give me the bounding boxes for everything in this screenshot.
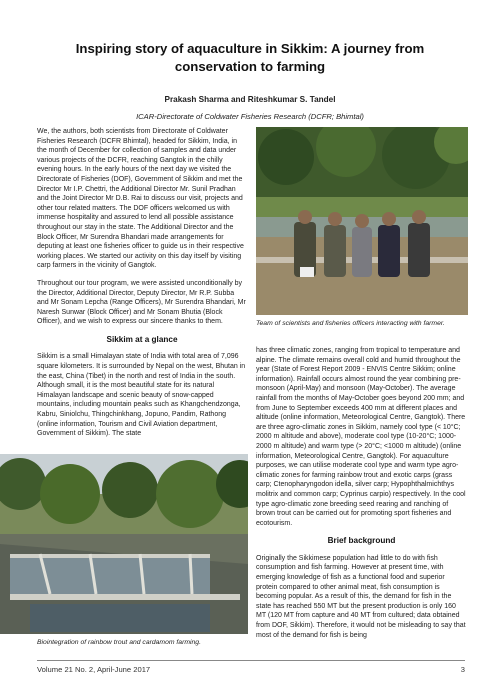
section-heading-background: Brief background	[327, 536, 396, 546]
footer-page-number: 3	[460, 665, 465, 674]
footer-divider	[37, 660, 465, 661]
article-title: Inspiring story of aquaculture in Sikkim: A journey from conservation to farming	[75, 41, 425, 74]
article-affiliation: ICAR-Directorate of Coldwater Fisheries Research (DCFR; Bhimtal)	[136, 112, 364, 121]
photo-team-farmer	[256, 127, 468, 315]
footer-issue: Volume 21 No. 2, April-June 2017	[37, 665, 151, 674]
right-paragraph-1: has three climatic zones, ranging from tropical to temperature and alpine. The climate remains overall cold and humid throughout the year (State of Forest Report 2009 - ENVIS Centre Sikkim; online information). Rainfall occurs almost round the year combining pre-monsoon (April-May) and monsoon (May-October). The average rainfall from the months of May-October goes beyond 200 mm; and from June to September exceeds 400 mm at different places and altitude (online information, Meteorological Centre, Gangtok). There are three agro-climatic zones in Sikkim, namely cool type (< 10°C; 2000 m altitude and above), moderate cool type (10-20°C; 1000-2000 m altitude) and warm type (> 20°C; <1000 m altitude) (online information, Meteorological Centre, Gangtok). For aquaculture purposes, we can utilise moderate cool type and warm type agro-climatic zones for farming rainbow trout and exotic carps (grass carp; Ctenopharyngodon idella, silver carp; Hypophthalmichthys molitrix and common carp; Cyprinus carpio) respectively. In the cool type agro-climatic zone breeding seed rearing and ranching of brown trout can be carried out for promoting sport fisheries and ecotourism.	[256, 347, 466, 527]
left-paragraph-2: Throughout our tour program, we were assisted unconditionally by the Director, Additional Director, Deputy Director, Mr R.P. Subba and Mr Sonam Lepcha (Range Officers), Mr Surendra Bhandari, Mr Naresh Sunwar (Block Officer) and Mr Sonam Bhutia (Block Officer), and we wish to express our sincere thanks to them.	[37, 279, 246, 326]
left-column	[37, 127, 247, 447]
article-authors: Prakash Sharma and Riteshkumar S. Tandel	[164, 95, 336, 104]
section-heading-sikkim: Sikkim at a glance	[106, 334, 178, 344]
right-paragraph-2: Originally the Sikkimese population had little to do with fish consumption and fish farming. However at present time, with emerging knowledge of fish as a functional food and superior protein compared to other animal meat, fish consumption is becoming popular. As a result of this, the demand for fish in the state has reached 550 MT but the present production is only 160 MT (120 MT from capture and 40 MT from cultured; data obtained from DOF, Sikkim). Therefore, it would not be misleading to say that most of the demand for fish is being	[256, 554, 466, 639]
page-footer	[37, 665, 465, 674]
caption-top-photo: Team of scientists and fisheries officers interacting with farmer.	[256, 320, 445, 327]
right-column	[256, 346, 467, 648]
photo-trout-cardamom	[0, 454, 248, 634]
caption-bottom-photo: Biointegration of rainbow trout and cardamom farming.	[37, 639, 201, 646]
left-paragraph-1: We, the authors, both scientists from Directorate of Coldwater Fisheries Research (DCFR Bhimtal), headed for Sikkim, India, in the month of December for collection of samples and data under various projects of the DCFR, reaching Gangtok in the chilly evening hours. In the early hours of the next day we visited the Directorate of Fisheries (DOF), Government of Sikkim and met the Director Mr I.P. Chettri, the Additional Director Mr. Sunil Pradhan and the Joint Director Mr D.B. Rai to discuss our visit, projects and other tour related matters. The DOF officers welcomed us with immense hospitality and assured to lend all possible assistance throughout our stay in the state. The Additional Director and the Block Officer, Mr Surendra Bhandari made arrangements for deputing at least one fisheries officer to guide us in their respective working places. We started our activity on this day itself by visiting carp farmers in the vicinity of Gangtok.	[37, 128, 244, 270]
left-paragraph-3: Sikkim is a small Himalayan state of India with total area of 7,096 square kilometers. It is surrounded by Nepal on the west, Bhutan in the east, China (Tibet) in the north and rest of India in the south. Although small, it is the most beautiful state for its natural Himalayan landscape and scenic beauty of snow-capped mountains, including mountain peaks such as Khangchendzonga, Kabru, Siniolchu, Thingchinkhang, Jopuno, Pandim, Rathong (online information, Tourism and Civil Aviation department, Government of Sikkim). The state	[37, 353, 246, 438]
